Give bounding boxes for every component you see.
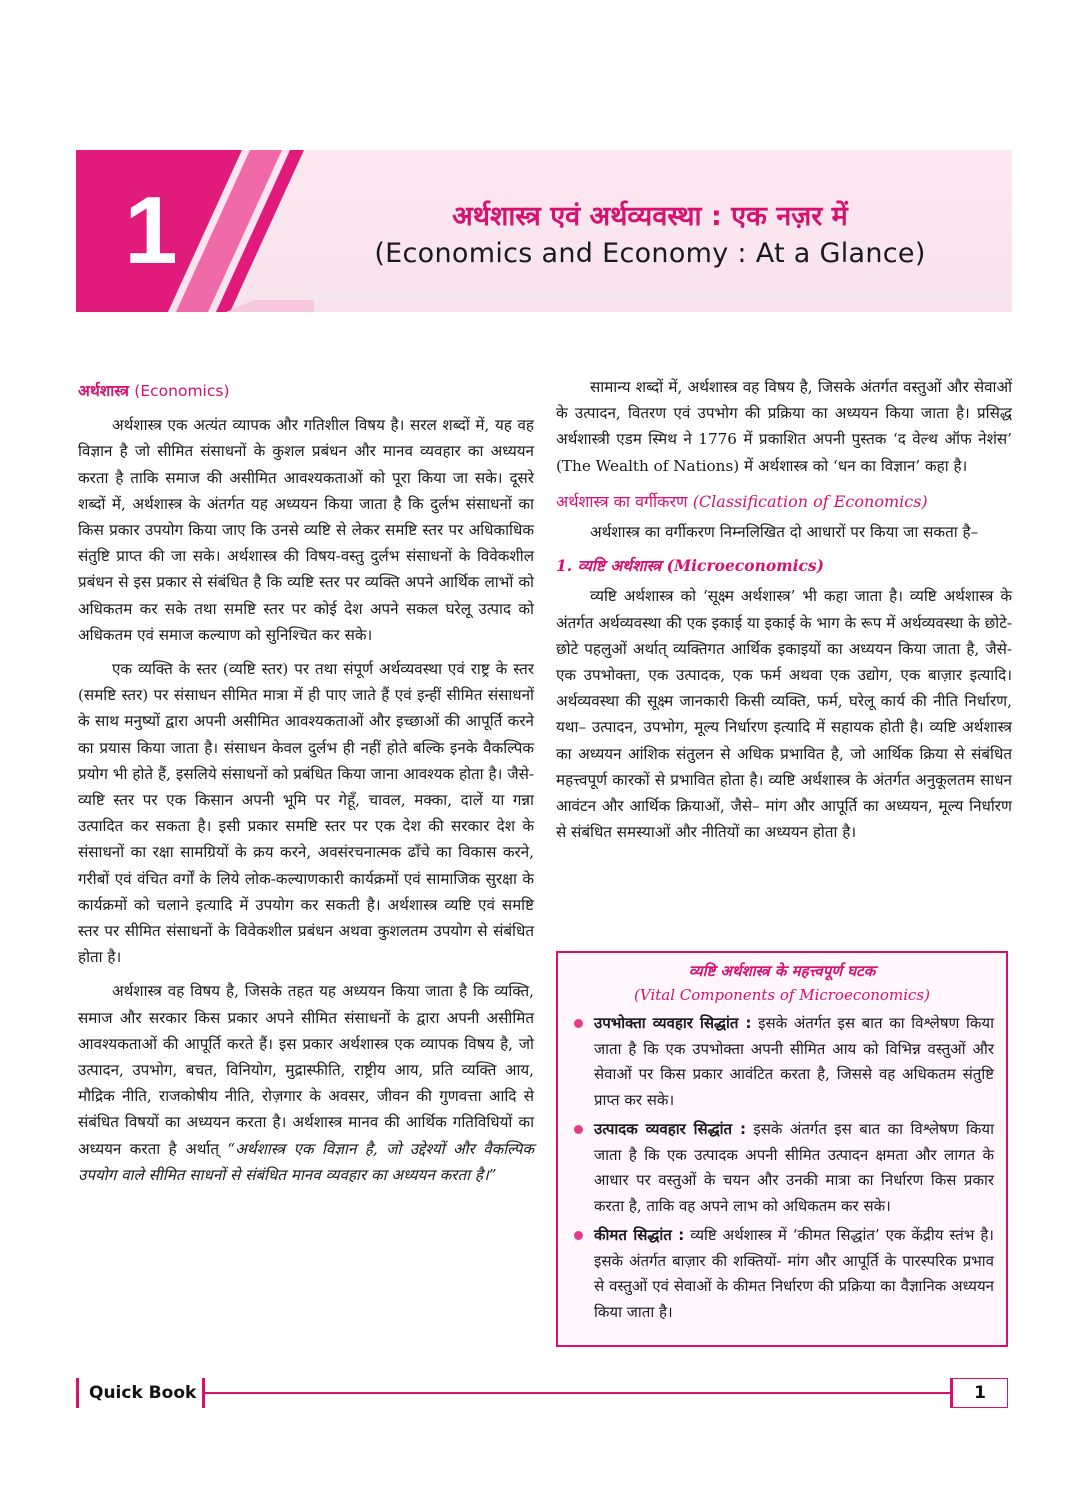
list-item [570,1011,994,1113]
microeconomics-heading [556,553,1012,579]
bullet-dot-icon [574,1231,583,1240]
microeconomics-heading-english: (Microeconomics) [666,556,824,576]
section-heading-english: (Economics) [134,382,230,400]
left-column [78,378,534,1196]
paragraph-left-1: अर्थशास्त्र एक अत्यंत व्यापक और गतिशील विषय है। सरल शब्दों में, यह वह विज्ञान है जो सीमित संसाधनों के कुशल प्रबंधन और मानव व्यवहार का अध्ययन करता है ताकि समाज की असीमित आवश्यकताओं को पूरा किया जा सके। दूसरे शब्दों में, अर्थशास्त्र के अंतर्गत यह अध्ययन किया जाता है कि दुर्लभ संसाधनों का किस प्रकार उपयोग किया जाए कि उनसे व्यष्टि से लेकर समष्टि स्तर पर अधिकाधिक संतुष्टि प्राप्त की जा सके। अर्थशास्त्र की विषय-वस्तु दुर्लभ संसाधनों के विवेकशील प्रबंधन से इस प्रकार से संबंधित है कि व्यष्टि स्तर पर व्यक्ति अपने आर्थिक लाभों को अधिकतम कर सके तथा समष्टि स्तर पर कोई देश अपने सकल घरेलू उत्पाद को अधिकतम एवं समाज कल्याण को सुनिश्चित कर सके। [78,416,534,644]
component-description: व्यष्टि अर्थशास्त्र में ‘कीमत सिद्धांत’ एक केंद्रीय स्तंभ है। इसके अंतर्गत बाज़ार की शक्तियों- मांग और आपूर्ति के पारस्परिक प्रभाव से वस्तुओं एवं सेवाओं के कीमत निर्धारण की प्रक्रिया का वैज्ञानिक अध्ययन किया जाता है। [594,1226,994,1321]
section-heading-economics [78,378,534,404]
footer-rule [86,1392,958,1394]
box-title-hindi: व्यष्टि अर्थशास्त्र के महत्त्वपूर्ण घटक [688,962,876,980]
paragraph-left-3-text: अर्थशास्त्र वह विषय है, जिसके तहत यह अध्ययन किया जाता है कि व्यक्ति, समाज और सरकार किस प्रकार अपने सीमित संसाधनों के द्वारा अपनी असीमित आवश्यकताओं की आपूर्ति करते हैं। इस प्रकार अर्थशास्त्र एक व्यापक विषय है, जो उत्पादन, उपभोग, बचत, विनियोग, मुद्रास्फीति, राष्ट्रीय आय, प्रति व्यक्ति आय, मौद्रिक नीति, राजकोषीय नीति, रोज़गार के अवसर, जीवन की गुणवत्ता आदि से संबंधित विषयों का अध्ययन करता है। अर्थशास्त्र मानव की आर्थिक गतिविधियों का अध्ययन करता है अर्थात् [78,982,534,1158]
paragraph-left-2: एक व्यक्ति के स्तर (व्यष्टि स्तर) पर तथा संपूर्ण अर्थव्यवस्था एवं राष्ट्र के स्तर (समष्टि स्तर) पर संसाधन सीमित मात्रा में ही पाए जाते हैं एवं इन्हीं सीमित संसाधनों के साथ मनुष्यों द्वारा अपनी असीमित आवश्यकताओं और इच्छाओं की आपूर्ति करने का प्रयास किया जाता है। संसाधन केवल दुर्लभ ही नहीं होते बल्कि इनके वैकल्पिक प्रयोग भी होते हैं, इसलिये संसाधनों को प्रबंधित किया जाना आवश्यक होता है। जैसे- व्यष्टि स्तर पर एक किसान अपनी भूमि पर गेहूँ, चावल, मक्का, दालें या गन्ना उत्पादित कर सकता है। इसी प्रकार समष्टि स्तर पर एक देश की सरकार देश के संसाधनों का रक्षा सामग्रियों के क्रय करने, अवसंरचनात्मक ढाँचे का विकास करने, गरीबों एवं वंचित वर्गों के लिये लोक-कल्याणकारी कार्यक्रमों एवं सामाजिक सुरक्षा के कार्यक्रमों को चलाने इत्यादि में उपयोग कर सकती है। अर्थशास्त्र व्यष्टि एवं समष्टि स्तर पर सीमित संसाधनों के विवेकशील प्रबंधन अथवा कुशलतम उपयोग से संबंधित होता है। [78,660,534,967]
box-title-english: (Vital Components of Microeconomics) [634,986,930,1004]
list-item [570,1117,994,1219]
chapter-title-english: (Economics and Economy : At a Glance) [374,238,926,269]
classification-heading-english: (Classification of Economics) [692,491,928,511]
section-heading-hindi: अर्थशास्त्र [78,382,129,400]
bullet-dot-icon [574,1125,583,1134]
list-item [570,1223,994,1325]
component-term: कीमत सिद्धांत : [594,1226,685,1244]
microeconomics-paragraph: व्यष्टि अर्थशास्त्र को ‘सूक्ष्म अर्थशास्त्र’ भी कहा जाता है। व्यष्टि अर्थशास्त्र के अंतर्गत अर्थव्यवस्था की एक इकाई या इकाई के भाग के रूप में अर्थव्यवस्था के छोटे-छोटे पहलुओं अर्थात् व्यक्तिगत आर्थिक इकाइयों का अध्ययन किया जाता है, जैसे- एक उपभोक्ता, एक उत्पादक, एक फर्म अथवा एक उद्योग, एक बाज़ार इत्यादि। अर्थव्यवस्था की सूक्ष्म जानकारी किसी व्यक्ति, फर्म, घरेलू कार्य की नीति निर्धारण, यथा– उत्पादन, उपभोग, मूल्य निर्धारण इत्यादि में सहायक होती है। व्यष्टि अर्थशास्त्र का अध्ययन आंशिक संतुलन से अधिक प्रभावित है, जो आर्थिक क्रिया से संबंधित महत्त्वपूर्ण कारकों से प्रभावित होता है। व्यष्टि अर्थशास्त्र के अंतर्गत अनुकूलतम साधन आवंटन और आर्थिक क्रियाओं, जैसे– मांग और आपूर्ति का अध्ययन, मूल्य निर्धारण से संबंधित समस्याओं और नीतियों का अध्ययन होता है। [556,587,1012,842]
chapter-number: 1 [124,177,178,284]
classification-heading-hindi: अर्थशास्त्र का वर्गीकरण [556,491,688,511]
component-term: उत्पादक व्यवहार सिद्धांत : [594,1120,746,1138]
vital-components-box [556,951,1008,1347]
economics-definition-quote: “अर्थशास्त्र एक विज्ञान है, जो उद्देश्यों और वैकल्पिक उपयोग वाले सीमित साधनों से संबंधित मानव व्यवहार का अध्ययन करता है।” [78,1139,534,1184]
classification-intro: अर्थशास्त्र का वर्गीकरण निम्नलिखित दो आधारों पर किया जा सकता है– [590,523,979,542]
chapter-title-hindi: अर्थशास्त्र एवं अर्थव्यवस्था : एक नज़र में [452,201,848,232]
component-description: इसके अंतर्गत इस बात का विश्लेषण किया जाता है कि एक उत्पादक अपनी सीमित उत्पादन क्षमता और लागत के आधार पर वस्तुओं के चयन और उनकी मात्रा का निर्धारण किस प्रकार करता है, ताकि वह अपने लाभ को अधिकतम कर सके। [594,1120,994,1215]
microeconomics-heading-hindi: 1. व्यष्टि अर्थशास्त्र [556,556,662,576]
right-column [556,374,1012,853]
footer-book-label: Quick Book [76,1378,205,1408]
component-term: उपभोक्ता व्यवहार सिद्धांत : [594,1014,752,1032]
component-description: इसके अंतर्गत इस बात का विश्लेषण किया जाता है कि एक उपभोक्ता अपनी सीमित आय को विभिन्न वस्तुओं और सेवाओं पर किस प्रकार आवंटित करता है, जिससे वह अधिकतम संतुष्टि प्राप्त कर सके। [594,1014,994,1109]
chapter-number-block [76,150,314,312]
header-divider [300,296,1012,298]
bullet-dot-icon [574,1019,583,1028]
page-number: 1 [950,1378,1008,1408]
classification-heading [556,489,1012,515]
paragraph-right-1: सामान्य शब्दों में, अर्थशास्त्र वह विषय है, जिसके अंतर्गत वस्तुओं और सेवाओं के उत्पादन, वितरण एवं उपभोग की प्रक्रिया का अध्ययन किया जाता है। प्रसिद्ध अर्थशास्त्री एडम स्मिथ ने 1776 में प्रकाशित अपनी पुस्तक ‘द वेल्थ ऑफ नेशंस’ (The Wealth of Nations) में अर्थशास्त्र को ‘धन का विज्ञान’ कहा है। [556,378,1012,475]
component-list [570,1011,994,1325]
paragraph-left-3 [78,978,534,1188]
